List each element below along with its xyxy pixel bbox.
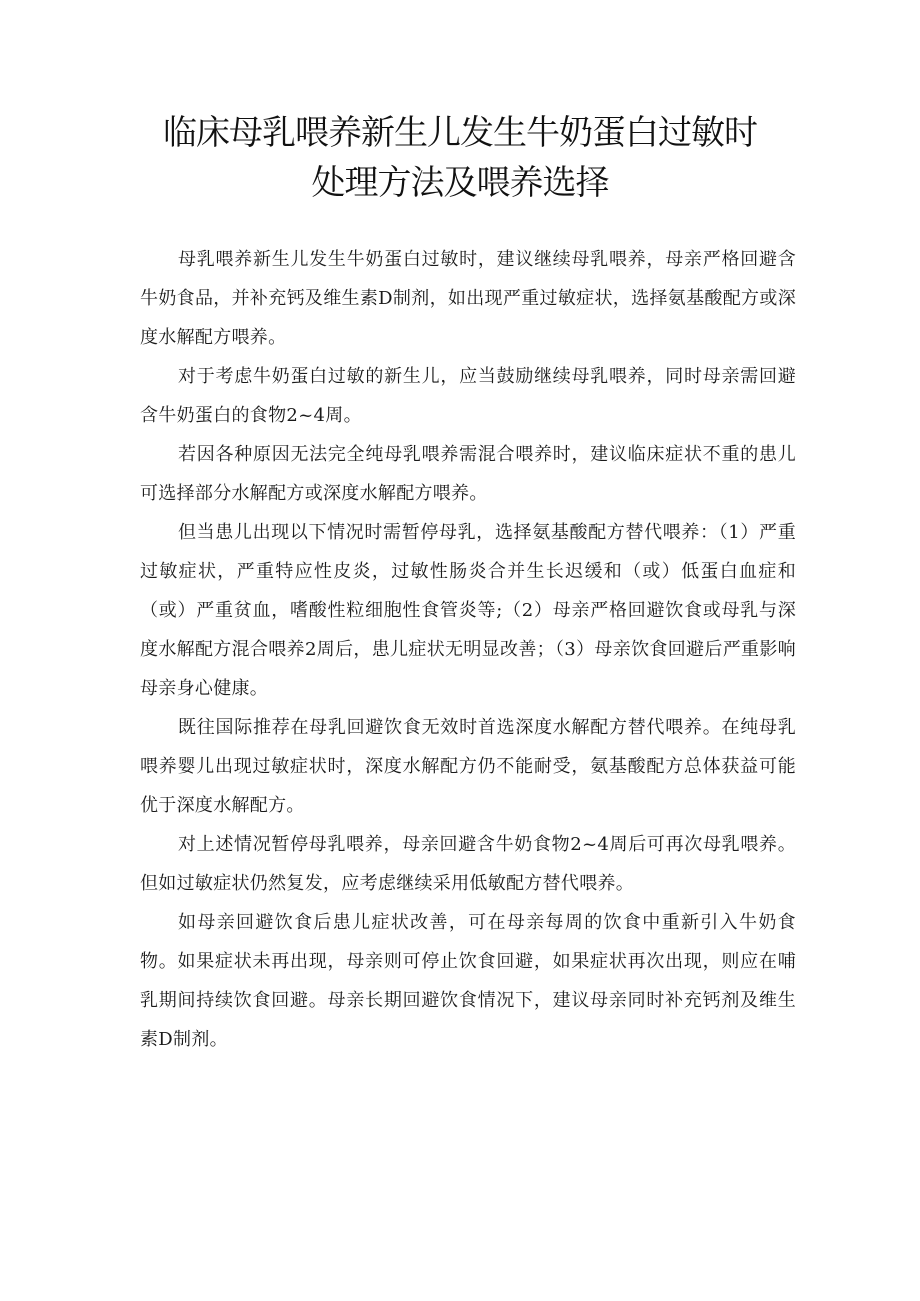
document-body bbox=[140, 240, 796, 1059]
paragraph-2: 对于考虑牛奶蛋白过敏的新生儿，应当鼓励继续母乳喂养，同时母亲需回避含牛奶蛋白的食物2~4周。 bbox=[140, 366, 796, 426]
paragraph-6: 对上述情况暂停母乳喂养，母亲回避含牛奶食物2~4周后可再次母乳喂养。但如过敏症状仍然复发，应考虑继续采用低敏配方替代喂养。 bbox=[140, 834, 796, 894]
title-line-2: 处理方法及喂养选择 bbox=[311, 163, 609, 203]
paragraph-1: 母乳喂养新生儿发生牛奶蛋白过敏时，建议继续母乳喂养，母亲严格回避含牛奶食品，并补充钙及维生素D制剂，如出现严重过敏症状，选择氨基酸配方或深度水解配方喂养。 bbox=[140, 249, 796, 348]
title-line-1: 临床母乳喂养新生儿发生牛奶蛋白过敏时 bbox=[163, 113, 757, 153]
document-title bbox=[0, 108, 920, 208]
paragraph-5: 既往国际推荐在母乳回避饮食无效时首选深度水解配方替代喂养。在纯母乳喂养婴儿出现过敏症状时，深度水解配方仍不能耐受，氨基酸配方总体获益可能优于深度水解配方。 bbox=[140, 717, 796, 816]
paragraph-7: 如母亲回避饮食后患儿症状改善，可在母亲每周的饮食中重新引入牛奶食物。如果症状未再出现，母亲则可停止饮食回避，如果症状再次出现，则应在哺乳期间持续饮食回避。母亲长期回避饮食情况下，建议母亲同时补充钙剂及维生素D制剂。 bbox=[140, 912, 796, 1050]
paragraph-3: 若因各种原因无法完全纯母乳喂养需混合喂养时，建议临床症状不重的患儿可选择部分水解配方或深度水解配方喂养。 bbox=[140, 444, 796, 504]
paragraph-4: 但当患儿出现以下情况时需暂停母乳，选择氨基酸配方替代喂养：（1）严重过敏症状，严重特应性皮炎，过敏性肠炎合并生长迟缓和（或）低蛋白血症和（或）严重贫血，嗜酸性粒细胞性食管炎等;（2）母亲严格回避饮食或母乳与深度水解配方混合喂养2周后，患儿症状无明显改善；（3）母亲饮食回避后严重影响母亲身心健康。 bbox=[140, 522, 796, 699]
